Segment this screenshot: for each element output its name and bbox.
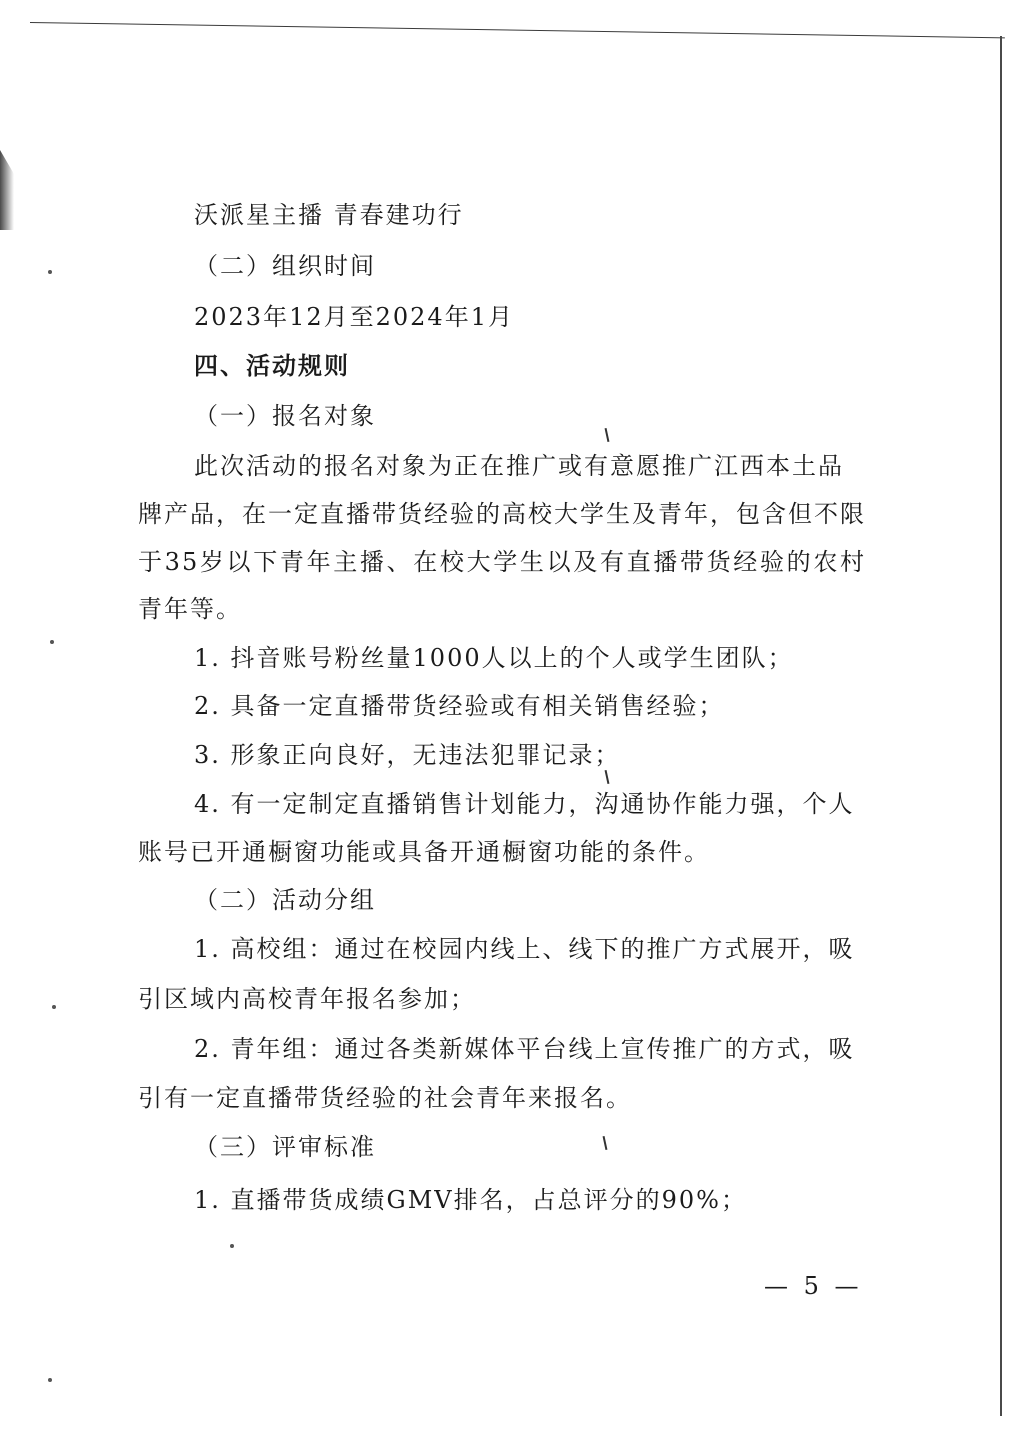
subsection-heading: （三）评审标准 bbox=[194, 1133, 376, 1161]
paragraph-line: 于35岁以下青年主播、在校大学生以及有直播带货经验的农村 bbox=[138, 548, 866, 576]
list-item-continuation: 引有一定直播带货经验的社会青年来报名。 bbox=[138, 1084, 632, 1112]
list-item: 1. 抖音账号粉丝量1000人以上的个人或学生团队； bbox=[194, 644, 794, 672]
scan-border-right bbox=[1000, 36, 1002, 1416]
date-range: 2023年12月至2024年1月 bbox=[194, 303, 514, 331]
paragraph-line: 牌产品，在一定直播带货经验的高校大学生及青年，包含但不限 bbox=[138, 500, 866, 528]
list-item: 1. 直播带货成绩GMV排名，占总评分的90%； bbox=[194, 1186, 747, 1214]
list-item: 3. 形象正向良好，无违法犯罪记录； bbox=[194, 741, 621, 769]
pen-mark bbox=[605, 770, 610, 784]
paragraph-line: 此次活动的报名对象为正在推广或有意愿推广江西本土品 bbox=[194, 452, 844, 480]
list-item-continuation: 账号已开通橱窗功能或具备开通橱窗功能的条件。 bbox=[138, 838, 710, 866]
list-item: 1. 高校组：通过在校园内线上、线下的推广方式展开，吸 bbox=[194, 935, 855, 963]
scan-speck bbox=[50, 640, 54, 644]
list-item: 4. 有一定制定直播销售计划能力，沟通协作能力强，个人 bbox=[194, 790, 855, 818]
scan-shadow-left bbox=[0, 150, 14, 230]
subsection-heading: （二）组织时间 bbox=[194, 252, 376, 280]
scan-speck bbox=[48, 1378, 52, 1382]
paragraph-line: 青年等。 bbox=[138, 595, 242, 623]
scan-speck bbox=[52, 1005, 56, 1009]
scan-speck bbox=[48, 270, 52, 274]
scan-border-top bbox=[30, 22, 1005, 62]
page-number: — 5 — bbox=[764, 1272, 863, 1300]
section-title: 沃派星主播 青春建功行 bbox=[194, 201, 464, 229]
subsection-heading: （一）报名对象 bbox=[194, 402, 376, 430]
subsection-heading: （二）活动分组 bbox=[194, 886, 376, 914]
list-item: 2. 青年组：通过各类新媒体平台线上宣传推广的方式，吸 bbox=[194, 1035, 855, 1063]
list-item: 2. 具备一定直播带货经验或有相关销售经验； bbox=[194, 692, 725, 720]
pen-mark bbox=[605, 428, 610, 442]
section-heading: 四、活动规则 bbox=[194, 352, 350, 380]
scan-speck bbox=[230, 1244, 234, 1248]
pen-mark bbox=[603, 1136, 608, 1150]
list-item-continuation: 引区域内高校青年报名参加； bbox=[138, 985, 476, 1013]
